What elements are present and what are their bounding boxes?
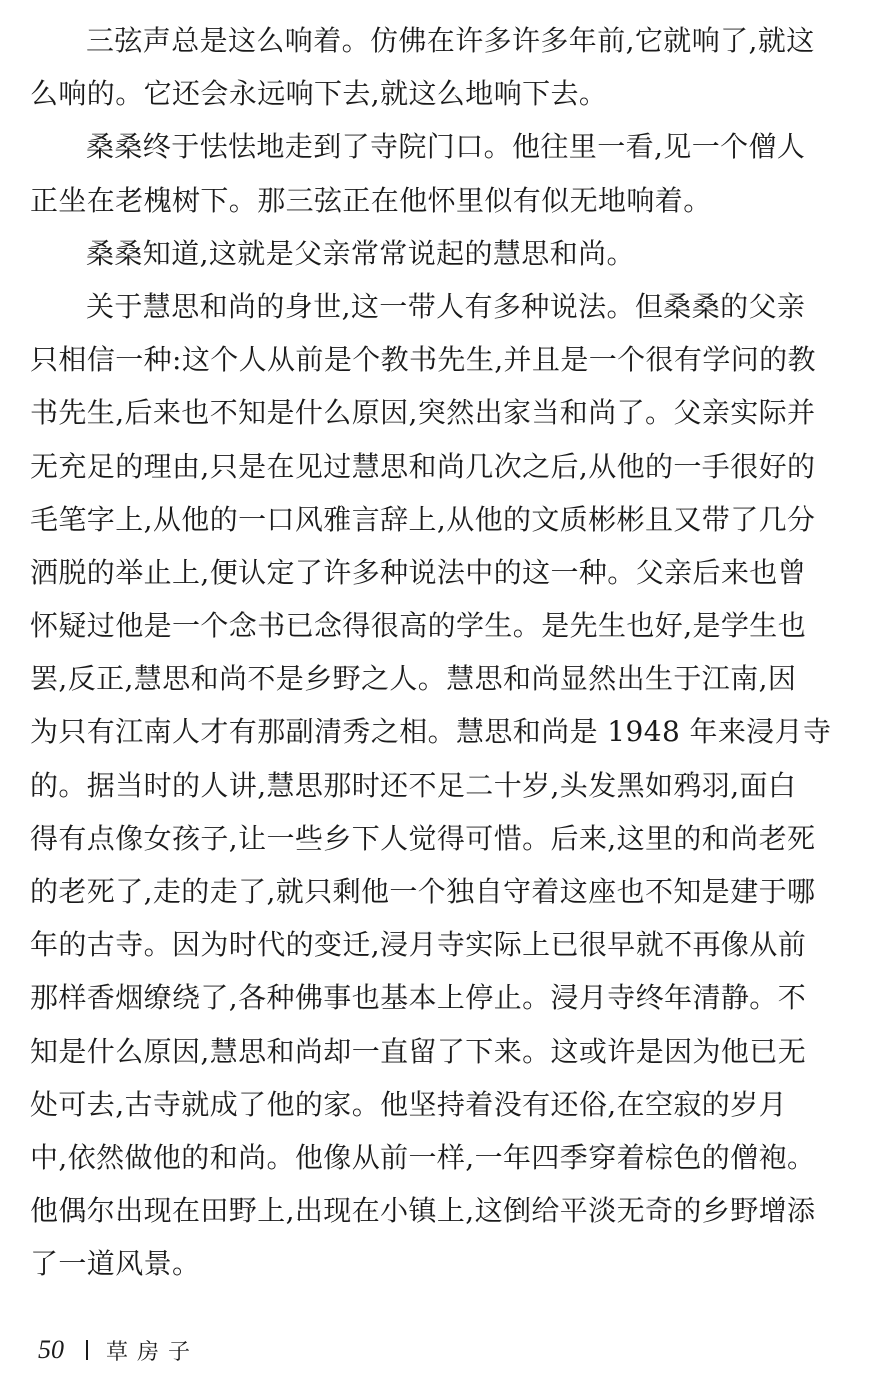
text-line: 他偶尔出现在田野上,出现在小镇上,这倒给平淡无奇的乡野增添 [30,1194,816,1228]
text-line: 年的古寺。因为时代的变迁,浸月寺实际上已很早就不再像从前 [30,928,807,962]
text-line: 桑桑知道,这就是父亲常常说起的慧思和尚。 [86,236,635,270]
footer-divider [86,1340,88,1360]
text-line: 知是什么原因,慧思和尚却一直留了下来。这或许是因为他已无 [30,1034,807,1068]
page-body [30,14,842,1291]
text-line: 怀疑过他是一个念书已念得很高的学生。是先生也好,是学生也 [30,609,807,643]
text-line: 中,依然做他的和尚。他像从前一样,一年四季穿着棕色的僧袍。 [30,1140,816,1174]
text-line: 毛笔字上,从他的一口风雅言辞上,从他的文质彬彬且又带了几分 [30,502,816,536]
text-line: 那样香烟缭绕了,各种佛事也基本上停止。浸月寺终年清静。不 [30,981,807,1015]
text-line: 桑桑终于怯怯地走到了寺院门口。他往里一看,见一个僧人 [86,130,806,164]
text-line: 处可去,古寺就成了他的家。他坚持着没有还俗,在空寂的岁月 [30,1087,788,1121]
text-line: 关于慧思和尚的身世,这一带人有多种说法。但桑桑的父亲 [86,289,806,323]
text-line: 了一道风景。 [30,1247,201,1281]
text-line: 书先生,后来也不知是什么原因,突然出家当和尚了。父亲实际并 [30,396,816,430]
book-title: 草房子 [106,1339,200,1365]
text-line: 为只有江南人才有那副清秀之相。慧思和尚是 1948 年来浸月寺 [30,715,832,749]
page-number: 50 [38,1335,64,1364]
text-line: 的老死了,走的走了,就只剩他一个独自守着这座也不知是建于哪 [30,875,816,908]
paragraph-1 [30,14,842,120]
paragraph-4 [30,280,842,1291]
text-line: 正坐在老槐树下。那三弦正在他怀里似有似无地响着。 [30,183,712,217]
text-line: 得有点像女孩子,让一些乡下人觉得可惜。后来,这里的和尚老死 [30,821,816,855]
text-line: 只相信一种:这个人从前是个教书先生,并且是一个很有学问的教 [30,343,816,377]
paragraph-2 [30,120,842,226]
text-line: 的。据当时的人讲,慧思那时还不足二十岁,头发黑如鸦羽,面白 [30,768,797,802]
text-line: 洒脱的举止上,便认定了许多种说法中的这一种。父亲后来也曾 [30,555,807,589]
text-line: 无充足的理由,只是在见过慧思和尚几次之后,从他的一手很好的 [30,449,816,483]
paragraph-3 [30,227,842,280]
text-line: 三弦声总是这么响着。仿佛在许多许多年前,它就响了,就这 [86,24,815,57]
text-line: 么响的。它还会永远响下去,就这么地响下去。 [30,77,608,111]
text-line: 罢,反正,慧思和尚不是乡野之人。慧思和尚显然出生于江南,因 [30,662,797,696]
page-footer [38,1330,199,1370]
